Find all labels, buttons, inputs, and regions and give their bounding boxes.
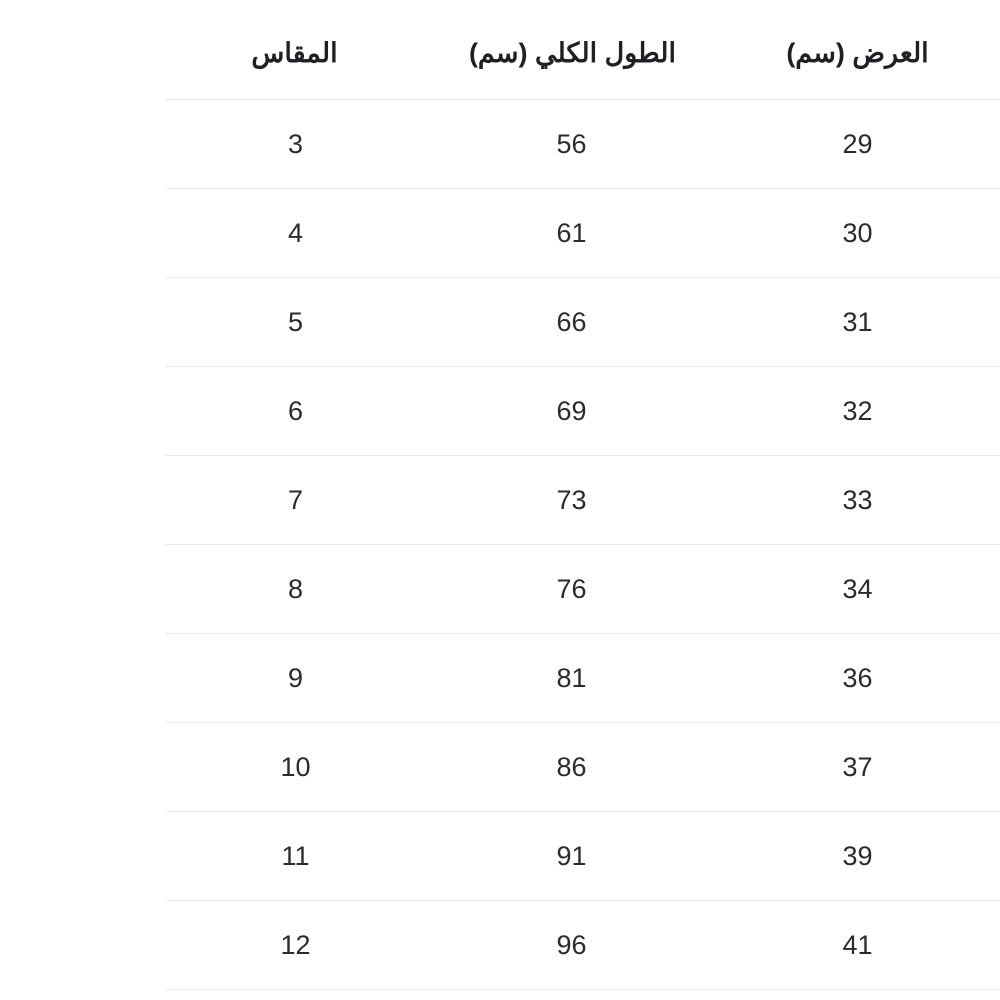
column-header-length: الطول الكلي (سم): [430, 0, 715, 100]
cell-length: 69: [430, 367, 715, 456]
cell-width: 30: [715, 189, 1000, 278]
cell-width: 31: [715, 278, 1000, 367]
cell-width: 41: [715, 901, 1000, 990]
cell-length: 56: [430, 100, 715, 189]
table-row: [165, 278, 1000, 367]
cell-size: 9: [165, 634, 430, 723]
cell-length: 61: [430, 189, 715, 278]
size-chart-table: [165, 0, 1000, 990]
cell-size: 11: [165, 812, 430, 901]
cell-size: 8: [165, 545, 430, 634]
cell-width: 33: [715, 456, 1000, 545]
table-row: [165, 456, 1000, 545]
table-row: [165, 723, 1000, 812]
cell-width: 36: [715, 634, 1000, 723]
cell-width: 39: [715, 812, 1000, 901]
cell-length: 76: [430, 545, 715, 634]
table-row: [165, 812, 1000, 901]
table-row: [165, 545, 1000, 634]
cell-length: 81: [430, 634, 715, 723]
table-header: [165, 0, 1000, 100]
cell-size: 7: [165, 456, 430, 545]
cell-width: 29: [715, 100, 1000, 189]
cell-size: 6: [165, 367, 430, 456]
column-header-size: المقاس: [165, 0, 430, 100]
cell-size: 4: [165, 189, 430, 278]
cell-length: 91: [430, 812, 715, 901]
cell-length: 73: [430, 456, 715, 545]
cell-length: 96: [430, 901, 715, 990]
cell-width: 32: [715, 367, 1000, 456]
cell-width: 37: [715, 723, 1000, 812]
cell-length: 86: [430, 723, 715, 812]
table-row: [165, 189, 1000, 278]
column-header-width: العرض (سم): [715, 0, 1000, 100]
cell-size: 12: [165, 901, 430, 990]
table-row: [165, 100, 1000, 189]
cell-size: 10: [165, 723, 430, 812]
table-row: [165, 901, 1000, 990]
table-row: [165, 367, 1000, 456]
table-row: [165, 634, 1000, 723]
table-body: [165, 100, 1000, 990]
cell-size: 3: [165, 100, 430, 189]
table-header-row: [165, 0, 1000, 100]
cell-width: 34: [715, 545, 1000, 634]
cell-length: 66: [430, 278, 715, 367]
cell-size: 5: [165, 278, 430, 367]
